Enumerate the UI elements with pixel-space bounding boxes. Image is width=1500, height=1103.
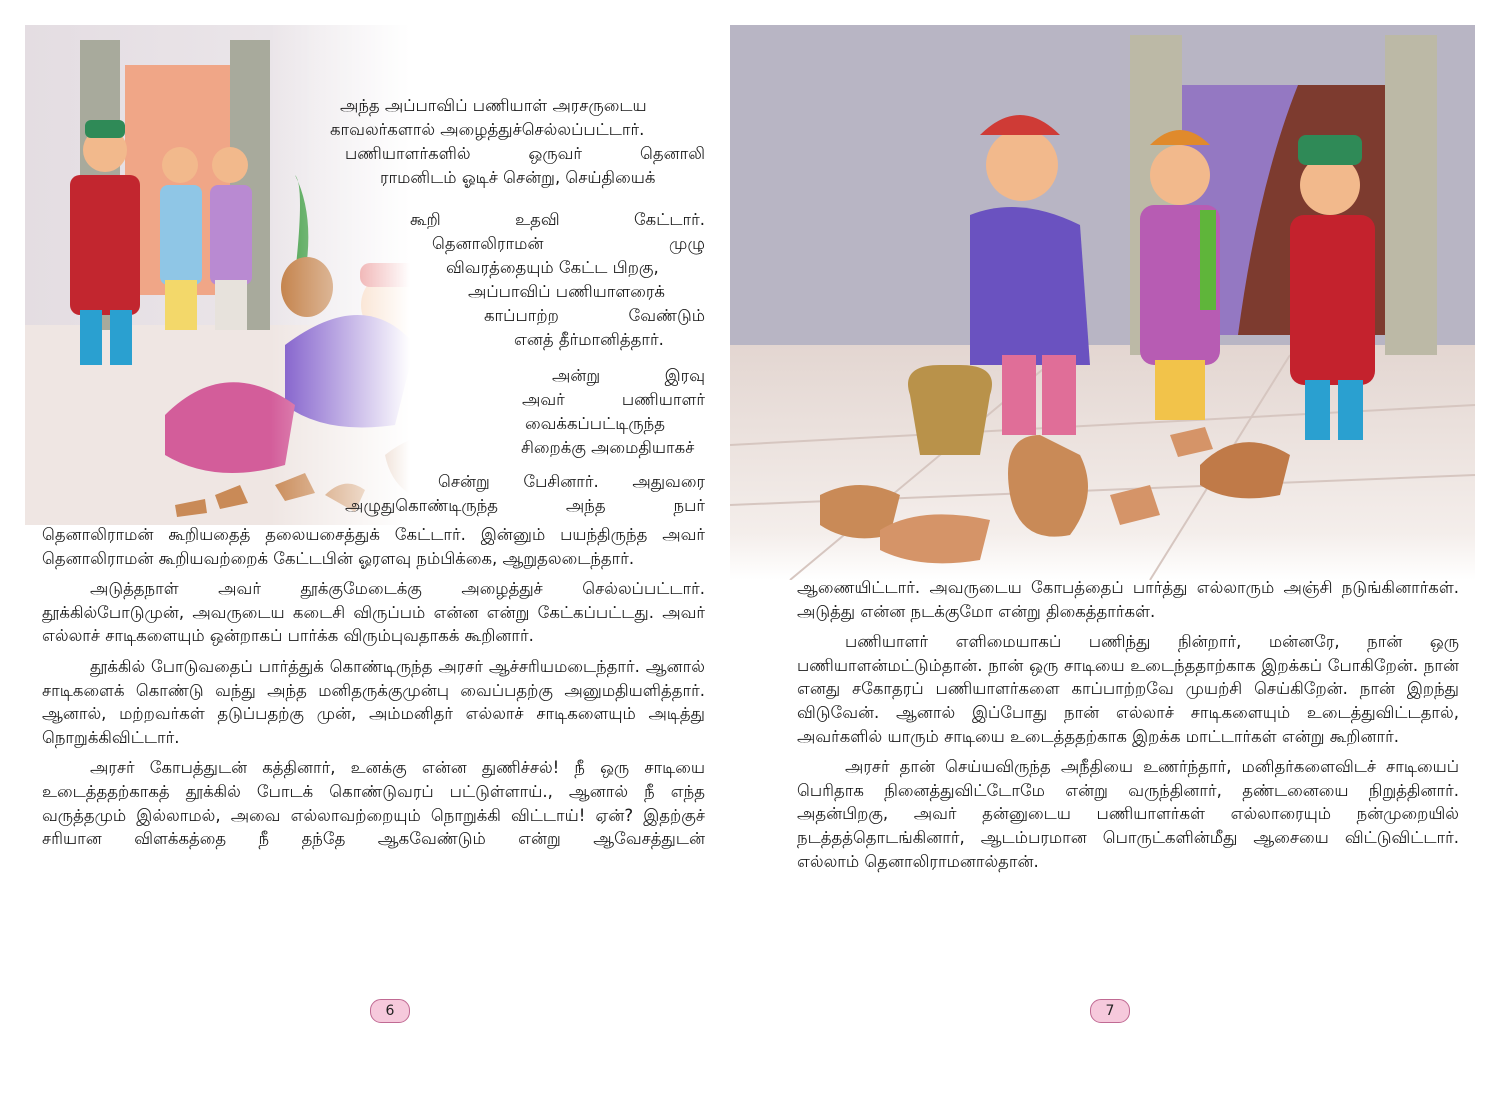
pillar [1385,35,1437,355]
wrapped-line: ராமனிடம் ஓடிச் சென்று, செய்தியைக் [380,168,656,187]
wrapped-line: தெனாலிராமன் முழு [432,234,705,253]
right-illustration-art [730,25,1475,580]
paragraph: பணியாளர் எளிமையாகப் பணிந்து நின்றார், மன்னரே, நான் ஒரு பணியாளன்மட்டும்தான். நான் ஒரு சாடியை உடைந்ததாற்காக இறக்கப் போகிறேன். நான் எனது சகோதரப் பணியாளர்களை காப்பாற்றவே முயற்சி செய்கிறேன். நான் இறந்து விடுவேன். ஆனால் இப்போது நான் எல்லாச் சாடிகளையும் உடைத்துவிட்டதால், அவர்களில் யாரும் சாடியை உடைத்ததற்காக இறக்க மாட்டார்கள் என்று கூறினார். [797,632,1459,746]
wrapped-line: அப்பாவிப் பணியாளரைக் [468,282,665,301]
paragraph: அரசர் கோபத்துடன் கத்தினார், உனக்கு என்ன துணிச்சல்! நீ ஒரு சாடியை உடைத்ததற்காகத் தூக்கில் போடக் கொண்டுவரப் பட்டுள்ளாய்., ஆனால் நீ எந்த வருத்தமும் இல்லாமல், அவை எல்லாவற்றையும் நொறுக்கி விட்டாய்! ஏன்? இதற்குச் சரியான விளக்கத்தை நீ தந்தே ஆகவேண்டும் என்று ஆவேசத்துடன் [42,758,705,849]
paragraph: அரசர் தான் செய்யவிருந்த அநீதியை உணர்ந்தார், மனிதர்களைவிடச் சாடியைப் பெரிதாக நினைத்துவிட்டோமே என்று வருந்தினார், தண்டனையை நிறுத்தினார். அதன்பிறகு, அவர் தன்னுடைய பணியாளர்கள் எல்லாரையும் நன்முறையில் நடத்தத்தொடங்கினார், ஆடம்பரமான பொருட்களின்மீது ஆசையை விட்டுவிட்டார். எல்லாம் தெனாலிராமனால்தான். [797,757,1459,871]
wrapped-line: காவலர்களால் அழைத்துச்செல்லப்பட்டார். [330,120,645,139]
page-number: 6 [370,999,410,1023]
wrapped-line: அவர் பணியாளர் [522,390,705,409]
wrapped-line: பணியாளர்களில் ஒருவர் தெனாலி [345,144,705,163]
paragraph: அடுத்தநாள் அவர் தூக்குமேடைக்கு அழைத்துச் செல்லப்பட்டார். தூக்கில்போடுமுன், அவருடைய கடைசி விருப்பம் என்ன என்று கேட்கப்பட்டது. அவர் எல்லாச் சாடிகளையும் ஒன்றாகப் பார்க்க விரும்புவதாகக் கூறினார். [42,579,705,646]
wrapped-line: சென்று பேசினார். அதுவரை [438,472,705,491]
wrapped-line: எனத் தீர்மானித்தார். [514,330,664,349]
wrapped-line: சிறைக்கு அமைதியாகச் [521,438,695,457]
wrapped-line: வைக்கப்பட்டிருந்த [525,414,665,433]
wrapped-line: விவரத்தையும் கேட்ட பிறகு, [446,258,659,277]
wrapped-line: கூறி உதவி கேட்டார். [410,210,705,229]
right-illustration [730,25,1475,580]
wrapped-line: காப்பாற்ற வேண்டும் [484,306,705,325]
page-number: 7 [1090,999,1130,1023]
right-page [750,0,1500,1103]
paragraph: ஆணையிட்டார். அவருடைய கோபத்தைப் பார்த்து எல்லாரும் அஞ்சி நடுங்கினார்கள். அடுத்து என்ன நடக்குமோ என்று திகைத்தார்கள். [797,578,1459,621]
wrapped-line: அந்த அப்பாவிப் பணியாள் அரசருடைய [340,96,647,115]
wrapped-line: அன்று இரவு [552,366,705,385]
left-body [42,523,705,858]
paragraph: தூக்கில் போடுவதைப் பார்த்துக் கொண்டிருந்த அரசர் ஆச்சரியமடைந்தார். ஆனால் சாடிகளைக் கொண்டு வந்து அந்த மனிதருக்குமுன்பு வைப்பதற்கு அனுமதியளித்தார். ஆனால், மற்றவர்கள் தடுப்பதற்கு முன், அம்மனிதர் எல்லாச் சாடிகளையும் அடித்து நொறுக்கிவிட்டார். [42,656,705,747]
wrapped-line: அழுதுகொண்டிருந்த அந்த நபர் [345,496,705,515]
right-body [797,576,1459,880]
paragraph: தெனாலிராமன் கூறியதைத் தலையசைத்துக் கேட்டார். இன்னும் பயந்திருந்த அவர் தெனாலிராமன் கூறியவற்றைக் கேட்டபின் ஓரளவு நம்பிக்கை, ஆறுதலடைந்தார். [42,525,705,568]
